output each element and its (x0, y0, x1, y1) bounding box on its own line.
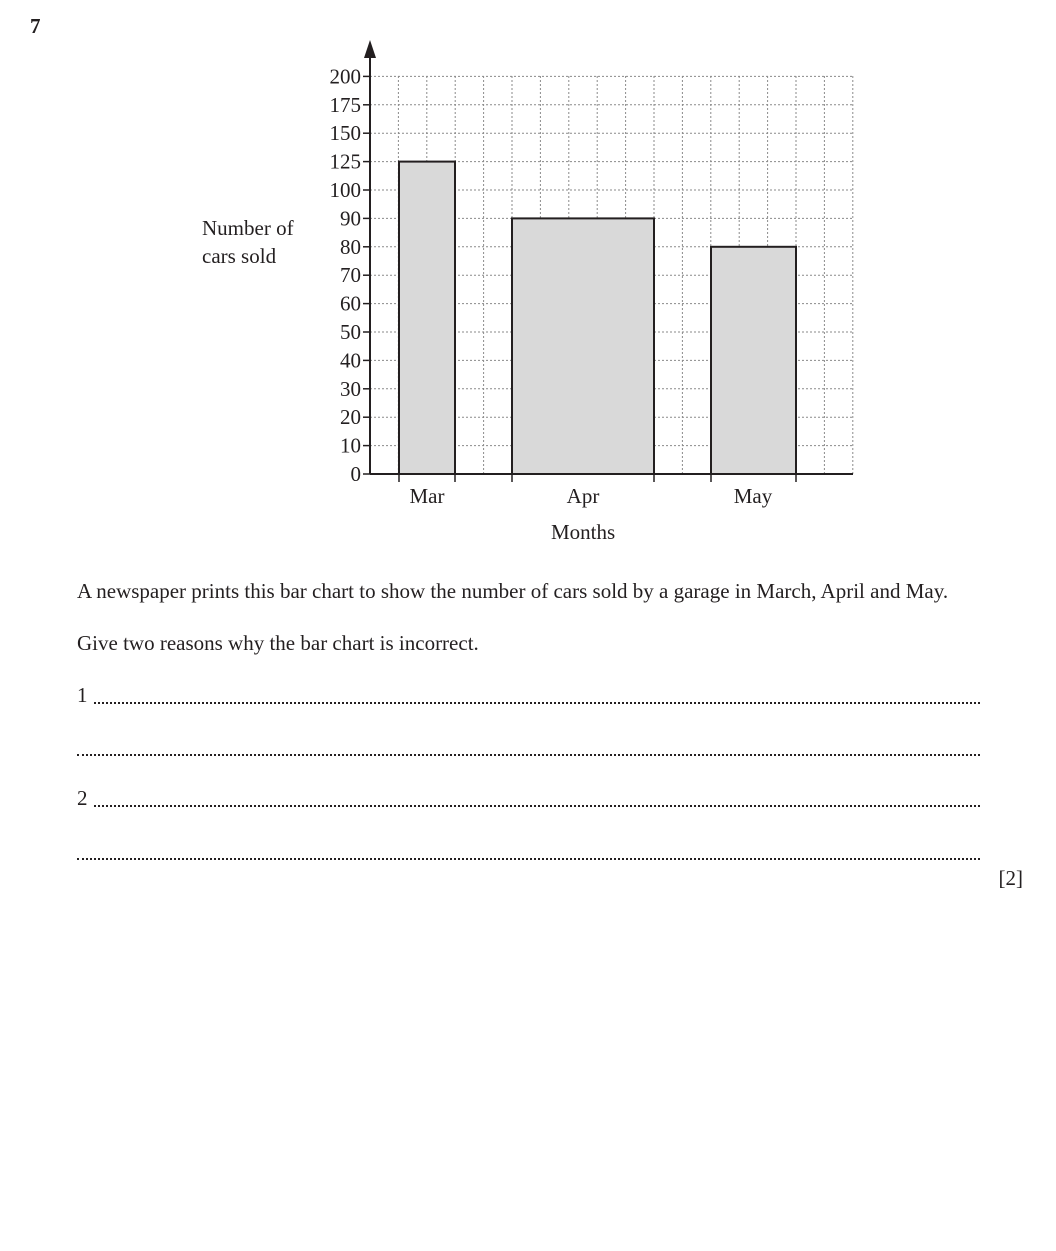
question-intro: A newspaper prints this bar chart to show the number of cars sold by a garage in March, April and May. (77, 579, 949, 603)
question-prompt: Give two reasons why the bar chart is incorrect. (77, 631, 479, 655)
answer-line-1[interactable] (77, 680, 980, 708)
question-number: 7 (30, 14, 41, 38)
bar-apr (512, 218, 654, 474)
y-tick-label: 70 (340, 263, 361, 288)
y-tick-label: 40 (340, 348, 361, 373)
y-tick-label: 175 (329, 92, 361, 117)
y-axis-arrow-icon (364, 40, 376, 58)
answer-line-1-continued[interactable] (77, 732, 980, 760)
answer-line-2[interactable] (77, 783, 980, 811)
y-axis-label-line-2: cars sold (202, 244, 277, 268)
y-tick-label: 10 (340, 433, 361, 458)
answer-number-1: 1 (77, 683, 88, 707)
y-tick-label: 90 (340, 206, 361, 231)
y-tick-label: 80 (340, 234, 361, 259)
x-tick-label-apr: Apr (566, 484, 600, 508)
y-axis-label (202, 214, 294, 270)
y-tick-label: 0 (350, 462, 361, 486)
y-tick-label: 60 (340, 291, 361, 316)
bar-chart (0, 0, 1056, 560)
answer-dots (94, 702, 981, 704)
y-tick-label: 50 (340, 320, 361, 344)
answer-dots (77, 754, 980, 756)
y-tick-label: 125 (329, 149, 361, 174)
x-tick-label-mar: Mar (409, 484, 445, 508)
x-axis-label: Months (551, 520, 616, 544)
y-axis-label-line-1: Number of (202, 216, 294, 240)
answer-line-2-continued[interactable] (77, 836, 980, 864)
marks-label: [2] (998, 866, 1023, 890)
y-tick-label: 150 (329, 121, 361, 146)
answer-dots (77, 858, 980, 860)
answer-number-2: 2 (77, 786, 88, 810)
y-tick-labels (330, 64, 362, 486)
bar-mar (399, 162, 455, 474)
y-tick-label: 30 (340, 376, 361, 401)
x-tick-label-may: May (733, 484, 773, 508)
x-tick-labels (410, 484, 773, 508)
y-tick-label: 100 (329, 178, 361, 202)
y-tick-label: 20 (340, 405, 361, 430)
answer-dots (94, 805, 981, 807)
bar-may (711, 247, 796, 474)
y-tick-label: 200 (329, 64, 361, 89)
